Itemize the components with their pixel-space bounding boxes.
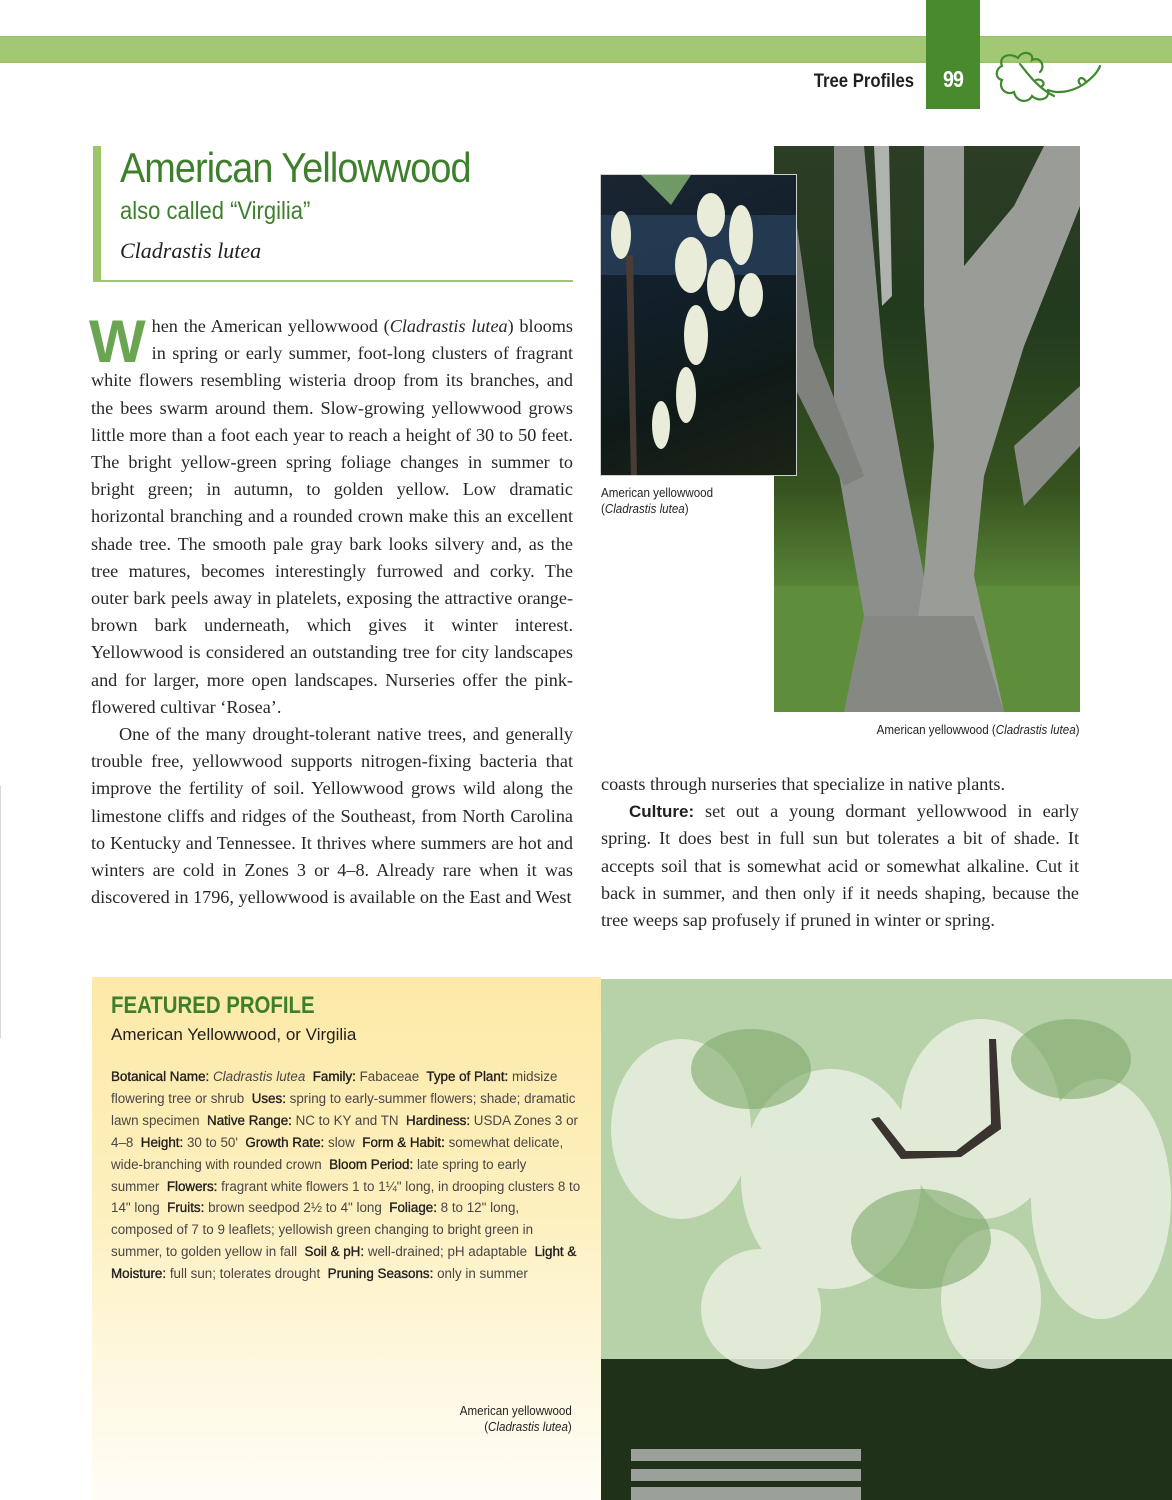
profile-field-value: brown seedpod 2½ to 4" long xyxy=(208,1200,382,1216)
alternate-name: also called “Virgilia” xyxy=(120,197,311,225)
profile-field xyxy=(207,1113,399,1128)
profile-field-value: spring to early-summer flowers; shade; dramatic lawn specimen xyxy=(111,1090,576,1128)
photo-flowering-canopy xyxy=(601,979,1172,1500)
caption-flowers-latin: Cladrastis lutea xyxy=(604,502,685,516)
profile-field-label: Pruning Seasons: xyxy=(327,1266,434,1282)
profile-field-label: Flowers: xyxy=(166,1178,218,1194)
profile-field-label: Uses: xyxy=(251,1090,286,1106)
featured-profile-heading: FEATURED PROFILE xyxy=(111,992,315,1019)
profile-field-label: Fruits: xyxy=(167,1200,205,1216)
profile-field xyxy=(245,1135,354,1150)
photo-flower-clusters xyxy=(600,174,797,476)
profile-field-value: USDA Zones 3 or 4–8 xyxy=(111,1112,578,1150)
profile-field-label: Growth Rate: xyxy=(245,1134,325,1150)
caption-canopy-name: American yellowwood xyxy=(459,1404,572,1418)
second-paragraph-continued: coasts through nurseries that specialize in native plants. xyxy=(601,774,1006,794)
intro-latin: Cladrastis lutea xyxy=(389,316,508,336)
culture-text: set out a young dormant yellowwood in early spring. It does best in full sun but tolerates a bit of shade. It accepts soil that is somewhat acid or somewhat alkaline. Cut it back in summer, and then only if it needs shaping, because the tree weeps sap profusely if pruned in winter or spring. xyxy=(601,801,1079,931)
page-title: American Yellowwood xyxy=(120,144,471,191)
caption-flowers-name: American yellowwood xyxy=(601,486,714,500)
profile-field-value: Fabaceae xyxy=(359,1069,420,1084)
page-number: 99 xyxy=(942,66,964,92)
profile-field-label: Type of Plant: xyxy=(426,1069,509,1084)
profile-field xyxy=(313,1069,419,1084)
trunk-illustration xyxy=(774,146,1080,712)
culture-label: Culture: xyxy=(629,802,695,822)
featured-profile-fields xyxy=(111,1066,581,1285)
profile-field-label: Family: xyxy=(312,1069,356,1084)
profile-field-value: slow xyxy=(328,1134,355,1150)
flowers-illustration xyxy=(601,175,797,476)
section-label: Tree Profiles xyxy=(813,71,914,92)
profile-field-value: late spring to early summer xyxy=(111,1156,527,1194)
second-paragraph: One of the many drought-tolerant native trees, and generally trouble free, yellowwood supports nitrogen-fixing bacteria that improve the fertility of soil. Yellowwood grows wild along the limestone cliffs and ridges of the Southeast, from North Carolina to Kentucky and Tennessee. It thrives where summers are hot and winters are cold in Zones 3 or 4–8. Already rare when it was discovered in 1796, yellowwood is available on the East and West xyxy=(91,724,573,908)
intro-paragraph xyxy=(89,308,573,721)
leaf-scroll-icon xyxy=(992,44,1104,124)
body-column-right xyxy=(601,771,1079,934)
profile-field-label: Form & Habit: xyxy=(362,1134,445,1150)
caption-canopy xyxy=(460,1403,572,1435)
profile-field xyxy=(305,1244,528,1259)
photo-tree-trunk xyxy=(774,146,1080,712)
profile-field-value: full sun; tolerates drought xyxy=(169,1266,321,1282)
profile-field-label: Native Range: xyxy=(207,1112,292,1128)
profile-field-label: Bloom Period: xyxy=(329,1156,414,1172)
profile-field-value: Cladrastis lutea xyxy=(212,1069,306,1084)
profile-field xyxy=(167,1200,382,1215)
profile-field-label: Hardiness: xyxy=(406,1112,471,1128)
profile-field-value: midsize flowering tree or shrub xyxy=(111,1069,558,1106)
profile-field-value: only in summer xyxy=(437,1266,528,1282)
caption-trunk: American yellowwood (Cladrastis lutea) xyxy=(877,723,1080,737)
profile-field-label: Botanical Name: xyxy=(111,1069,210,1084)
canopy-illustration xyxy=(601,979,1172,1500)
caption-trunk-latin: Cladrastis lutea xyxy=(996,723,1077,737)
profile-field-value: 8 to 12" long, composed of 7 to 9 leaflets; yellowish green changing to bright green in summer, to golden yellow in fall xyxy=(111,1200,534,1260)
profile-field-value: well-drained; pH adaptable xyxy=(367,1244,528,1260)
margin-rule xyxy=(0,786,1,1038)
profile-field-label: Light & Moisture: xyxy=(111,1244,577,1282)
body-column-left xyxy=(89,308,573,911)
caption-trunk-name: American yellowwood xyxy=(877,723,990,737)
profile-field-label: Soil & pH: xyxy=(304,1244,365,1260)
profile-field-value: fragrant white flowers 1 to 1¼" long, in drooping clusters 8 to 14" long xyxy=(111,1178,581,1216)
intro-text-b: ) blooms in spring or early summer, foot-long clusters of fragrant white flowers resembling wisteria droop from its branches, and the bees swarm around them. Slow-growing yellowwood grows little more than a foot each year to reach a height of 30 to 50 feet. The bright yellow-green spring foliage changes in summer to bright green; in autumn, to golden yellow. Low dramatic horizontal branching and a rounded crown make this an excellent shade tree. The smooth pale gray bark looks silvery and, as the tree matures, becomes interestingly furrowed and corky. The outer bark peels away in platelets, exposing the attractive orange-brown bark underneath, which gives it winter interest. Yellowwood is considered an outstanding tree for city landscapes and for larger, more open landscapes. Nurseries offer the pink-flowered cultivar ‘Rosea’. xyxy=(91,316,573,717)
caption-canopy-latin: Cladrastis lutea xyxy=(488,1420,569,1434)
caption-canopy-latin-line: (Cladrastis lutea) xyxy=(484,1420,572,1434)
caption-flowers xyxy=(601,485,713,517)
culture-paragraph xyxy=(601,798,1079,934)
title-block xyxy=(93,146,573,282)
profile-field xyxy=(328,1266,528,1281)
profile-field-value: NC to KY and TN xyxy=(295,1112,399,1128)
profile-field xyxy=(141,1135,238,1150)
intro-text-a: hen the American yellowwood ( xyxy=(151,316,390,336)
latin-name: Cladrastis lutea xyxy=(120,238,262,263)
profile-field-value: 30 to 50' xyxy=(186,1134,238,1150)
drop-cap: W xyxy=(89,308,146,375)
profile-field-value: somewhat delicate, wide-branching with rounded crown xyxy=(111,1134,564,1172)
profile-field-label: Height: xyxy=(140,1134,184,1150)
caption-flowers-latin-line: (Cladrastis lutea) xyxy=(601,502,689,516)
profile-field xyxy=(111,1069,305,1084)
profile-field-label: Foliage: xyxy=(389,1200,437,1216)
featured-profile-subheading: American Yellowwood, or Virgilia xyxy=(111,1025,357,1044)
